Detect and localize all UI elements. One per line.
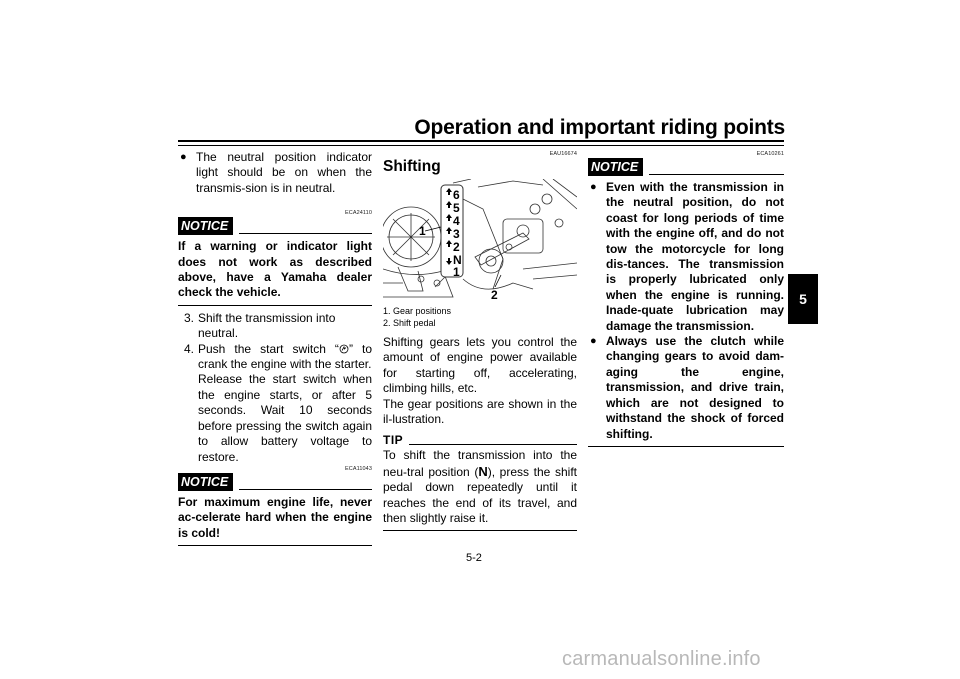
notice1-text: If a warning or indicator light does not work as described above, have a Yamaha dealer check the vehicle. (178, 239, 372, 306)
column-middle (383, 150, 577, 531)
start-switch-icon (339, 344, 349, 354)
callout-2: 2 (491, 288, 498, 302)
gear-label-4: 4 (453, 214, 460, 228)
section-title: Shifting (383, 158, 441, 175)
shifting-paragraph: Shifting gears lets you control the amount of engine power available for starting off, accelerating, climbing hills, etc. (383, 335, 577, 396)
bullet-icon: ● (590, 335, 597, 348)
notice3-bullets (588, 180, 784, 447)
notice-bullet-2 (588, 334, 784, 442)
page-header-title: Operation and important riding points (414, 116, 785, 139)
motorcycle-illustration (383, 179, 577, 303)
tip-label: TIP (383, 433, 404, 448)
tip-text (383, 448, 577, 531)
gear-label-1: 1 (453, 265, 460, 279)
tip-header (383, 433, 577, 447)
step-text-b: ” to crank the engine with the starter. (198, 341, 372, 372)
neutral-indicator-bullet (178, 150, 372, 196)
page-number: 5-2 (466, 552, 482, 564)
header-rule-thin (178, 145, 784, 146)
step-4-detail: Release the start switch when the engine starts, or after 5 seconds. Wait 10 seconds before pressing the switch again to allow battery voltage to restore. (198, 372, 372, 464)
notice-rule (239, 233, 372, 234)
step-4-body (198, 342, 372, 465)
notice-badge: NOTICE (178, 473, 233, 491)
step-number: 4. (184, 341, 195, 356)
header-rule (178, 140, 784, 142)
notice2-code: ECA11043 (345, 465, 372, 472)
shift-pedal-figure (383, 179, 577, 303)
notice3-header (588, 158, 784, 176)
chapter-tab[interactable] (788, 274, 818, 324)
bullet-icon: ● (180, 151, 187, 163)
notice-bullet-1 (588, 180, 784, 334)
shifting-paragraph-2: The gear positions are shown in the il-lustration. (383, 396, 577, 427)
column-left (178, 150, 372, 546)
column-right (588, 150, 784, 447)
step-3 (178, 311, 372, 342)
step-text-a: Push the start switch “ (198, 341, 339, 356)
section-code: EAU16674 (549, 151, 577, 157)
tip-rule (409, 444, 577, 445)
notice-rule (239, 489, 372, 490)
gear-label-5: 5 (453, 201, 460, 215)
notice-rule (649, 174, 784, 175)
tip-text-b: ), press the shift pedal down repeatedly until it reaches the end of its travel, and then slightly raise it. (383, 464, 577, 526)
chapter-tab-label: 5 (799, 291, 807, 307)
step-4 (178, 342, 372, 465)
notice2-header (178, 473, 372, 491)
notice1-code: ECA24110 (345, 210, 372, 217)
step-text: Shift the transmission into neutral. (198, 310, 336, 341)
step-number: 3. (184, 310, 195, 325)
tip-text-a: To shift the transmission into the neu-tral position ( (383, 448, 577, 479)
notice-badge: NOTICE (588, 158, 643, 176)
figure-caption-1: 1. Gear positions (383, 306, 452, 316)
bullet-icon: ● (590, 181, 597, 193)
bullet-text: Always use the clutch while changing gears to avoid dam-aging the engine, transmission, and drive train, which are not designed to withstand the shock of forced shifting. (606, 334, 784, 441)
gear-label-3: 3 (453, 227, 460, 241)
gear-label-6: 6 (453, 188, 460, 202)
bullet-text: The neutral position indicator light should be on when the transmis-sion is in neutral. (196, 150, 372, 195)
notice3-code: ECA10261 (756, 151, 784, 157)
notice-badge: NOTICE (178, 217, 233, 235)
gear-label-n: N (453, 253, 462, 267)
figure-caption-2: 2. Shift pedal (383, 318, 436, 328)
notice2-text: For maximum engine life, never ac-celerate hard when the engine is cold! (178, 495, 372, 546)
neutral-symbol: N (478, 463, 488, 479)
watermark[interactable]: carmanualsonline.info (562, 648, 761, 670)
gear-label-2: 2 (453, 240, 460, 254)
bullet-text: Even with the transmission in the neutral position, do not coast for long periods of time with the engine off, and do not tow the motorcycle for long dis-tances. The transmission is properly lubricated only when the engine is running. Inade-quate lubrication may damage the transmission. (606, 180, 784, 333)
notice1-header (178, 217, 372, 235)
callout-1: 1 (419, 224, 426, 238)
